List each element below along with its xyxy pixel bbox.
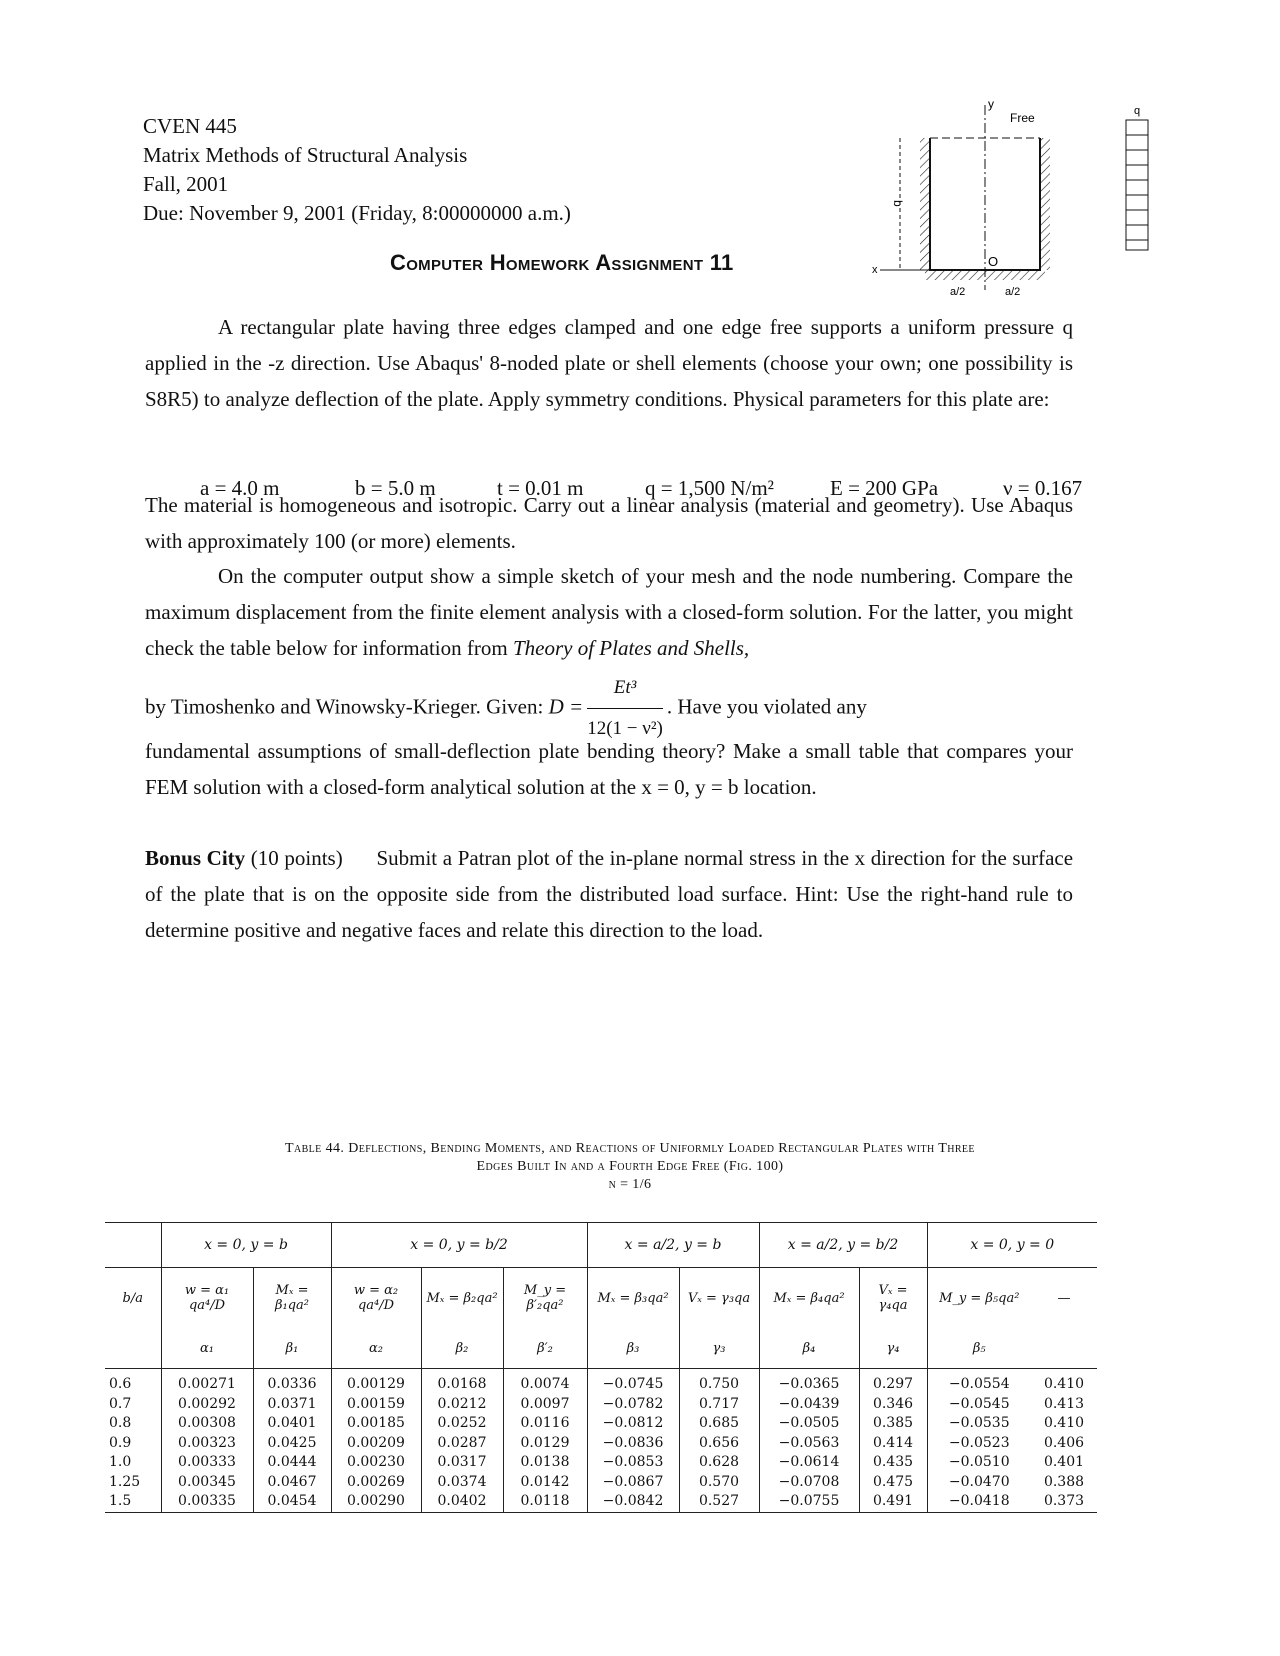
table-row: [105, 1369, 1097, 1395]
coefficients-table: [105, 1222, 1097, 1513]
text: . Have you violated any: [666, 694, 867, 719]
table-row: [105, 1434, 1097, 1454]
value-cell: 0.570: [679, 1473, 759, 1493]
value-cell: −0.0836: [587, 1434, 679, 1454]
value-cell: −0.0755: [759, 1492, 859, 1512]
value-cell: 0.0402: [421, 1492, 503, 1512]
value-cell: 0.00345: [161, 1473, 253, 1493]
value-cell: 0.0287: [421, 1434, 503, 1454]
value-cell: 0.385: [859, 1414, 927, 1434]
value-cell: 0.0317: [421, 1453, 503, 1473]
group-header: x = a/2, y = b: [587, 1223, 759, 1268]
value-cell: 0.297: [859, 1369, 927, 1395]
value-cell: −0.0708: [759, 1473, 859, 1493]
formula-numerator: Et³: [587, 668, 663, 709]
value-cell: 0.656: [679, 1434, 759, 1454]
value-cell: 0.0074: [503, 1369, 587, 1395]
value-cell: 0.0116: [503, 1414, 587, 1434]
value-cell: 0.0129: [503, 1434, 587, 1454]
paragraph-assumptions: fundamental assumptions of small-deflection plate bending theory? Make a small table that compares your FEM solution with a closed-form analytical solution at the x = 0, y = b location.: [145, 739, 1073, 799]
paragraph-bonus: [145, 840, 1073, 948]
ratio-cell: 0.6: [109, 1376, 132, 1392]
param-t: t = 0.01 m: [497, 476, 584, 500]
ratio-cell: 1.0: [109, 1454, 132, 1470]
symbol-header: β₅: [927, 1328, 1031, 1369]
symbol-header: γ₃: [679, 1328, 759, 1369]
formula-header: Mₓ = β₄qa²: [759, 1268, 859, 1329]
formula-header: w = α₁ qa⁴/D: [161, 1268, 253, 1329]
value-cell: 0.717: [679, 1395, 759, 1415]
value-cell: 0.0118: [503, 1492, 587, 1512]
value-cell: 0.00209: [331, 1434, 421, 1454]
value-cell: 0.00185: [331, 1414, 421, 1434]
symbol-header: α₁: [161, 1328, 253, 1369]
group-header: x = a/2, y = b/2: [759, 1223, 927, 1268]
ratio-cell: 0.7: [109, 1395, 132, 1412]
value-cell: −0.0867: [587, 1473, 679, 1493]
header-block: [143, 112, 571, 228]
param-q: q = 1,500 N/m²: [645, 476, 774, 500]
value-cell: −0.0510: [927, 1453, 1031, 1473]
q-load-label: q: [1134, 105, 1141, 117]
plate-figure: [870, 90, 1100, 300]
symbol-header: β₂: [421, 1328, 503, 1369]
value-cell: 0.410: [1043, 1376, 1085, 1392]
ratio-header: b/a: [122, 1290, 143, 1306]
group-header: x = 0, y = 0: [927, 1223, 1097, 1268]
formula-header: Mₓ = β₂qa²: [421, 1268, 503, 1329]
param-b: b = 5.0 m: [355, 476, 436, 500]
poisson-ratio-note: ν = 1/6: [608, 1177, 652, 1192]
formula-lhs: D =: [548, 694, 584, 719]
value-cell: 0.685: [679, 1414, 759, 1434]
value-cell: 0.00335: [161, 1492, 253, 1512]
a-half-label-right: a/2: [1005, 286, 1021, 298]
formula-header: M_y = β₅qa²: [927, 1268, 1031, 1329]
value-cell: 0.0425: [253, 1434, 331, 1454]
value-cell: −0.0470: [927, 1473, 1031, 1493]
value-cell: 0.00269: [331, 1473, 421, 1493]
text: by Timoshenko and Winowsky-Krieger. Given:: [145, 694, 544, 719]
value-cell: 0.00290: [331, 1492, 421, 1512]
text: On the computer output show a simple sketch of your mesh and the node numbering. Compare the maximum displacement from the finite element analysis with a closed-form solution. For the latter, you might check the table below for information from: [145, 564, 1073, 660]
table-caption: [110, 1140, 1150, 1194]
value-cell: 0.628: [679, 1453, 759, 1473]
due-date: Due: November 9, 2001 (Friday, 8:00000000 a.m.): [143, 201, 571, 225]
value-cell: 0.0374: [421, 1473, 503, 1493]
value-cell: 0.401: [1043, 1454, 1085, 1470]
b-dimension-label: b: [891, 200, 905, 207]
caption-line: Edges Built In and a Fourth Edge Free (Fig. 100): [476, 1159, 784, 1174]
value-cell: 0.388: [1043, 1473, 1085, 1490]
value-cell: −0.0505: [759, 1414, 859, 1434]
formula-denominator: 12(1 − ν²): [587, 718, 663, 739]
term: Fall, 2001: [143, 172, 229, 196]
table-row: [105, 1414, 1097, 1434]
value-cell: 0.373: [1043, 1493, 1085, 1509]
value-cell: −0.0782: [587, 1395, 679, 1415]
formula-header: —: [1057, 1290, 1071, 1306]
table-row: [105, 1492, 1097, 1512]
value-cell: 0.00159: [331, 1395, 421, 1415]
symbol-header: β′₂: [503, 1328, 587, 1369]
group-header: x = 0, y = b/2: [331, 1223, 587, 1268]
table-row: [105, 1473, 1097, 1493]
value-cell: 0.0336: [253, 1369, 331, 1395]
value-cell: −0.0523: [927, 1434, 1031, 1454]
corner-cell: [105, 1223, 161, 1268]
value-cell: −0.0365: [759, 1369, 859, 1395]
symbol-header: γ₄: [859, 1328, 927, 1369]
value-cell: 0.750: [679, 1369, 759, 1395]
origin-label: O: [988, 254, 999, 269]
book-title: Theory of Plates and Shells,: [512, 636, 750, 660]
value-cell: 0.0168: [421, 1369, 503, 1395]
ratio-cell: 1.25: [109, 1473, 141, 1490]
symbol-header: [1031, 1328, 1097, 1369]
value-cell: −0.0554: [927, 1369, 1031, 1395]
formula-header: Mₓ = β₁qa²: [253, 1268, 331, 1329]
value-cell: 0.00308: [161, 1414, 253, 1434]
course-number: CVEN 445: [143, 114, 237, 138]
caption-line: Table 44. Deflections, Bending Moments, and Reactions of Uniformly Loaded Rectangular Plates with Three: [285, 1141, 975, 1156]
table-row: [105, 1395, 1097, 1415]
value-cell: 0.410: [1043, 1415, 1085, 1431]
value-cell: 0.0454: [253, 1492, 331, 1512]
formula-header: M_y = β′₂qa²: [503, 1268, 587, 1329]
symbol-header: β₃: [587, 1328, 679, 1369]
blank-cell: [105, 1328, 161, 1369]
symbol-header: α₂: [331, 1328, 421, 1369]
value-cell: 0.491: [859, 1492, 927, 1512]
value-cell: −0.0842: [587, 1492, 679, 1512]
value-cell: 0.00323: [161, 1434, 253, 1454]
paragraph-output: [145, 558, 1073, 666]
value-cell: 0.527: [679, 1492, 759, 1512]
assignment-title: Computer Homework Assignment 11: [390, 250, 734, 275]
paragraph-problem: A rectangular plate having three edges clamped and one edge free supports a uniform pressure q applied in the -z direction. Use Abaqus' 8-noded plate or shell elements (choose your own; one possibility is S8R5) to analyze deflection of the plate. Apply symmetry conditions. Physical parameters for this plate are:: [145, 315, 1073, 411]
ratio-cell: 1.5: [109, 1493, 132, 1509]
formula-header: Vₓ = γ₄qa: [859, 1268, 927, 1329]
symbol-header: β₁: [253, 1328, 331, 1369]
value-cell: 0.0467: [253, 1473, 331, 1493]
symbol-header: β₄: [759, 1328, 859, 1369]
value-cell: −0.0812: [587, 1414, 679, 1434]
ratio-cell: 0.8: [109, 1415, 132, 1431]
value-cell: −0.0535: [927, 1414, 1031, 1434]
x-axis-label: x: [872, 264, 878, 276]
value-cell: 0.0138: [503, 1453, 587, 1473]
paragraph-material: The material is homogeneous and isotropic. Carry out a linear analysis (material and geometry). Use Abaqus with approximately 100 (or more) elements.: [145, 493, 1073, 553]
value-cell: −0.0545: [927, 1395, 1031, 1415]
formula-header: Vₓ = γ₃qa: [679, 1268, 759, 1329]
table-row: [105, 1453, 1097, 1473]
ratio-cell: 0.9: [109, 1434, 132, 1451]
value-cell: 0.00230: [331, 1453, 421, 1473]
bonus-text: Submit a Patran plot of the in-plane normal stress in the x direction for the surface of the plate that is on the opposite side from the distributed load surface. Hint: Use the right-hand rule to determine positive and negative faces and relate this direction to the load.: [145, 846, 1074, 942]
value-cell: 0.0401: [253, 1414, 331, 1434]
value-cell: 0.0444: [253, 1453, 331, 1473]
value-cell: 0.475: [859, 1473, 927, 1493]
value-cell: −0.0853: [587, 1453, 679, 1473]
value-cell: 0.00292: [161, 1395, 253, 1415]
free-edge-label: Free: [1010, 111, 1035, 125]
formula-header: w = α₂ qa⁴/D: [331, 1268, 421, 1329]
value-cell: 0.00129: [331, 1369, 421, 1395]
param-a: a = 4.0 m: [200, 476, 280, 500]
value-cell: −0.0745: [587, 1369, 679, 1395]
bonus-points: (10 points): [250, 846, 343, 870]
value-cell: 0.413: [1043, 1395, 1085, 1412]
value-cell: −0.0614: [759, 1453, 859, 1473]
course-title: Matrix Methods of Structural Analysis: [143, 143, 468, 167]
value-cell: 0.00333: [161, 1453, 253, 1473]
value-cell: 0.0252: [421, 1414, 503, 1434]
value-cell: 0.435: [859, 1453, 927, 1473]
value-cell: −0.0439: [759, 1395, 859, 1415]
load-side-view-icon: [1118, 100, 1158, 270]
a-half-label-left: a/2: [950, 286, 966, 298]
value-cell: 0.0371: [253, 1395, 331, 1415]
value-cell: 0.0142: [503, 1473, 587, 1493]
bonus-title: Bonus City: [145, 846, 246, 870]
value-cell: 0.0212: [421, 1395, 503, 1415]
group-header: x = 0, y = b: [161, 1223, 331, 1268]
value-cell: −0.0418: [927, 1492, 1031, 1512]
y-axis-label: y: [988, 97, 994, 111]
value-cell: 0.414: [859, 1434, 927, 1454]
value-cell: 0.346: [859, 1395, 927, 1415]
formula-header: Mₓ = β₃qa²: [587, 1268, 679, 1329]
param-E: E = 200 GPa: [830, 476, 939, 500]
param-nu: ν = 0.167: [1003, 476, 1083, 500]
value-cell: −0.0563: [759, 1434, 859, 1454]
value-cell: 0.00271: [161, 1369, 253, 1395]
value-cell: 0.406: [1043, 1434, 1085, 1451]
value-cell: 0.0097: [503, 1395, 587, 1415]
